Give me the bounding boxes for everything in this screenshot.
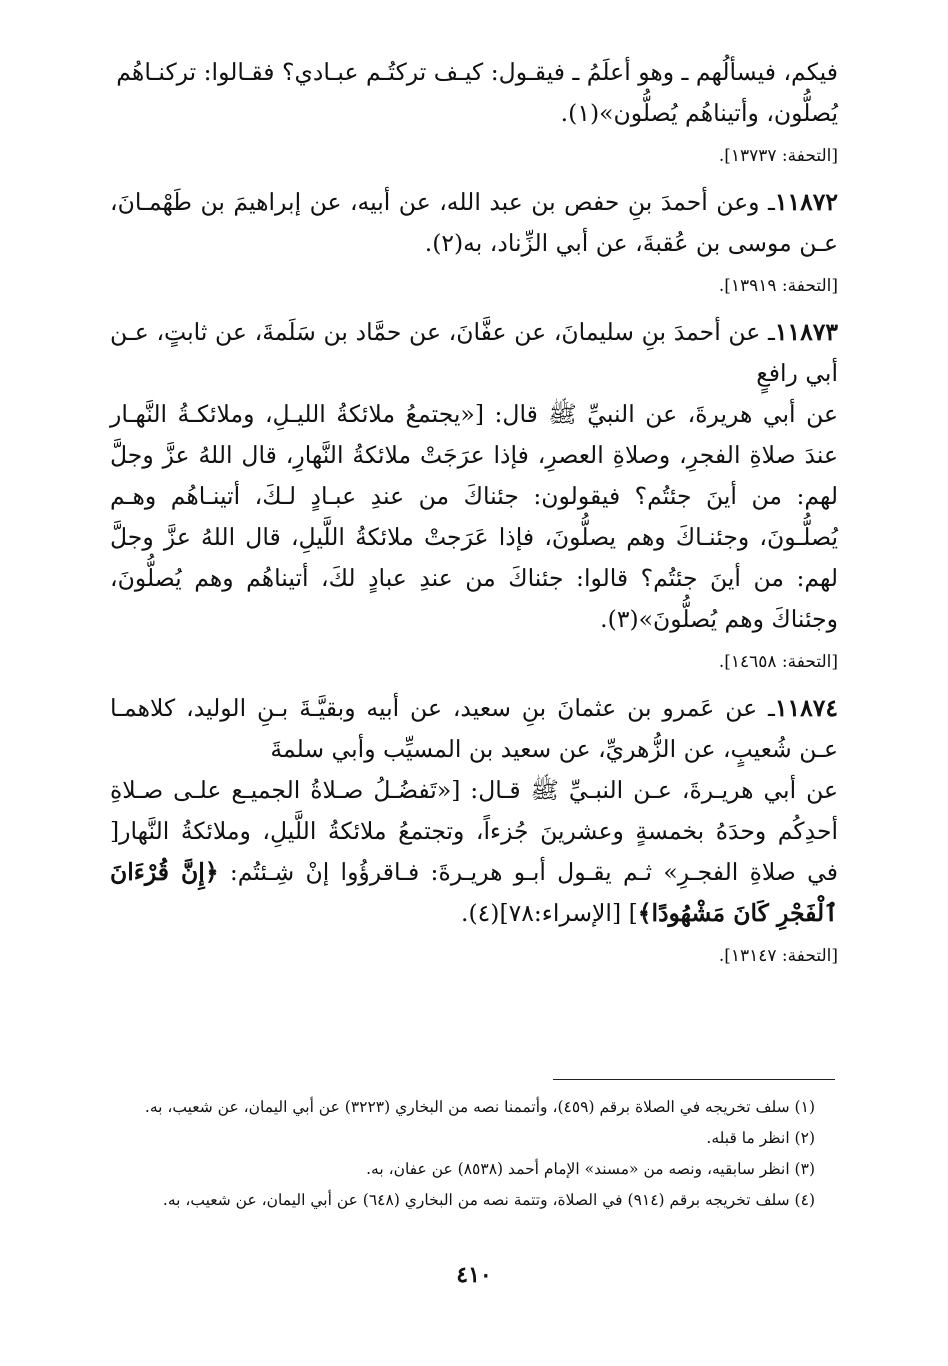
hadith-11873-matn: عن أبي هريرةَ، عن النبيِّ ﷺ قال: [«يجتمعُ ملائكةُ الليـلِ، وملائكـةُ النَّهـار عندَ صلاةِ الفجرِ، وصلاةِ العصرِ، فإذا عرَجَتْ ملائكةُ النَّهارِ، قال اللهُ عزَّ وجلَّ لهم: من أينَ جئتُم؟ فيقولون: جئناكَ من عندِ عبـادٍ لـكَ، أتينـاهُم وهـم يُصلُّـونَ، وجئنـاكَ وهم يصلُّونَ، فإذا عَرَجتْ ملائكةُ اللَّيلِ، قال اللهُ عزَّ وجلَّ لهم: من أينَ جئتُم؟ قالوا: جئناكَ من عندِ عبادٍ لكَ، أتيناهُم وهم يُصلُّونَ، وجئناكَ وهم يُصلُّونَ»(٣).: [110, 400, 838, 633]
hadith-11872-text: ـ وعن أحمدَ بنِ حفص بن عبد الله، عن أبيه، عن إبراهيمَ بن طَهْمـانَ، عـن موسى بن عُقبةَ، عن أبي الزِّناد، به(٢).: [110, 188, 838, 257]
quran-verse: ﴿إِنَّ قُرْءَانَ ٱلْفَجْرِ كَانَ مَشْهُودًا﴾: [110, 858, 838, 927]
hadith-11873-isnad: [110, 312, 838, 394]
hadith-11874-isnad: [110, 688, 838, 770]
page-number: ٤١٠: [456, 1262, 492, 1288]
hadith-number-11874: ١١٨٧٤: [774, 694, 838, 722]
opening-paragraph: [110, 52, 838, 134]
tuhfa-reference-2: [التحفة: ١٣٩١٩].: [718, 276, 838, 296]
hadith-11874-isnad-text: ـ عن عَمرو بن عثمانَ بنِ سعيد، عن أبيه وبقيَّـةَ بـنِ الوليد، كلاهمـا عـن شُعيبٍ، عن الزُّهريِّ، عن سعيد بن المسيِّب وأبي سلمةَ: [110, 694, 838, 763]
tuhfa-reference-1: [التحفة: ١٣٧٣٧].: [718, 146, 838, 166]
tuhfa-reference-3: [التحفة: ١٤٦٥٨].: [718, 652, 838, 672]
footnote-1: (١) سلف تخريجه في الصلاة برقم (٤٥٩)، وأتممنا نصه من البخاري (٣٢٢٣) عن أبي اليمان، عن شعيب، به.: [144, 1098, 815, 1116]
footnote-3: (٣) انظر سابقيه، ونصه من «مسند» الإمام أحمد (٨٥٣٨) عن عفان، به.: [366, 1160, 815, 1178]
footnote-2: (٢) انظر ما قبله.: [706, 1129, 815, 1147]
footnotes: [115, 1092, 815, 1216]
hadith-11872: [110, 182, 838, 264]
hadith-11874-matn: [110, 770, 838, 934]
opening-line-1: فيكم، فيسألُهم ـ وهو أعلَمُ ـ فيقـول: كيـف تركتُـم عبـادي؟ فقـالوا: تركنـاهُم: [116, 58, 838, 86]
hadith-11873-isnad-text: ـ عن أحمدَ بنِ سليمانَ، عن عفَّانَ، عن حمَّاد بن سَلَمةَ، عن ثابتٍ، عـن أبي رافعٍ: [110, 318, 838, 387]
verse-citation: ] [الإسراء:٧٨](٤).: [461, 899, 638, 927]
footnote-separator: [553, 1079, 835, 1080]
tuhfa-reference-4: [التحفة: ١٣١٤٧].: [718, 946, 838, 966]
opening-line-2: يُصلُّون، وأتيناهُم يُصلُّون»(١).: [560, 99, 838, 127]
hadith-11874-matn-text: عن أبي هريـرةَ، عـن النبـيِّ ﷺ قـال: [«تَفضُـلُ صـلاةُ الجميـع علـى صـلاةِ أحدِكُم وحدَهُ بخمسةٍ وعشرينَ جُزءاً، وتجتمعُ ملائكةُ اللَّيلِ، وملائكةُ النَّهار[ في صلاةِ الفجـرِ» ثـم يقـول أبـو هريـرةَ: فـاقرؤُوا إنْ شِـئتُم:: [110, 776, 838, 886]
footnote-4: (٤) سلف تخريجه برقم (٩١٤) في الصلاة، وتتمة نصه من البخاري (٦٤٨) عن أبي اليمان، عن شعيب، به.: [162, 1191, 815, 1209]
hadith-number-11873: ١١٨٧٣: [774, 318, 838, 346]
hadith-number-11872: ١١٨٧٢: [774, 188, 838, 216]
page-body: [110, 52, 838, 982]
